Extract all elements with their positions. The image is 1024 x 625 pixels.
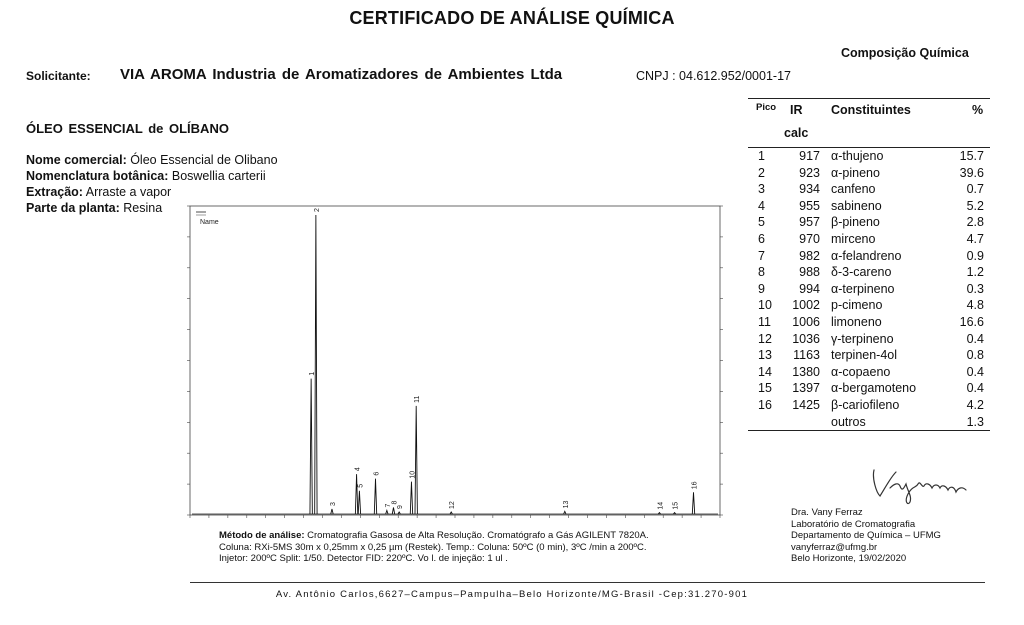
signatory-place-date: Belo Horizonte, 19/02/2020 [791,553,907,564]
cell-pico: 13 [758,348,772,363]
info-label: Parte da planta: [26,201,120,215]
method-text-1: Cromatografia Gasosa de Alta Resolução. Cromatógrafo a Gás AGILENT 7820A. [304,530,649,541]
peak-label: 11 [414,395,422,403]
cell-constituent: mirceno [831,231,876,246]
cell-constituent: β-pineno [831,215,880,230]
client-name: VIA AROMA Industria de Aromatizadores de Ambientes Ltda [120,66,563,83]
cell-ir: 917 [799,149,820,163]
peak-4 [355,474,357,514]
table-row [748,380,990,397]
signatory-block [791,507,941,565]
cell-pico: 12 [758,331,772,346]
cell-percent: 0.9 [966,248,984,263]
cell-constituent: outros [831,414,866,429]
cell-ir: 955 [799,198,820,213]
peak-6 [374,479,376,514]
table-row [748,264,990,281]
peak-label: 6 [373,471,381,476]
client-cnpj: CNPJ : 04.612.952/0001-17 [636,69,791,83]
peak-7 [386,510,388,514]
table-row [748,397,990,414]
cell-percent: 5.2 [966,198,984,213]
table-row [748,331,990,348]
cell-constituent: α-pineno [831,165,880,180]
footer-rule [190,582,985,583]
cell-ir: 1002 [792,298,820,313]
cell-pico: 7 [758,248,765,263]
table-row [748,364,990,381]
cell-percent: 0.8 [966,348,984,363]
cell-pico: 3 [758,182,765,197]
cell-ir: 988 [799,265,820,280]
method-block [219,530,649,565]
certificate-title: CERTIFICADO DE ANÁLISE QUÍMICA [349,8,675,28]
cell-ir: 1425 [792,397,820,412]
cell-ir: 1006 [792,314,820,329]
peak-13 [564,511,566,514]
method-line-2: Coluna: RXi-5MS 30m x 0,25mm x 0,25 µm (Restek). Temp.: Coluna: 50ºC (0 min), 3ºC /min a 200ºC. [219,541,647,553]
info-value: Boswellia carterii [168,169,266,183]
cell-pico: 9 [758,281,765,296]
table-row [748,214,990,231]
cell-ir: 982 [799,248,820,263]
cell-ir: 994 [799,281,820,296]
method-line-3: Injetor: 200ºC Split: 1/50. Detector FID: 220ºC. Vo l. de injeção: 1 ul . [219,553,508,564]
peak-label: 13 [562,500,570,509]
footer-address: Av. Antônio Carlos,6627–Campus–Pampulha–Belo Horizonte/MG-Brasil -Cep:31.270-901 [275,589,749,600]
cell-ir: 1380 [792,364,820,379]
chromatogram [170,200,730,525]
cell-percent: 4.2 [966,397,984,412]
client-label: Solicitante: [26,69,91,83]
cell-constituent: terpinen-4ol [831,348,898,363]
cell-constituent: δ-3-careno [831,265,892,280]
peak-label: 10 [409,470,417,479]
table-row [748,314,990,331]
header-constituents: Constituintes [831,103,911,117]
cell-percent: 0.4 [966,381,984,396]
table-row [748,231,990,248]
info-extraction [26,185,171,199]
cell-constituent: α-bergamoteno [831,381,917,396]
signatory-lab: Laboratório de Cromatografia [791,518,916,530]
table-row [748,248,990,265]
cell-percent: 4.8 [966,298,984,313]
cell-percent: 4.7 [966,231,984,246]
cell-pico: 2 [758,165,765,180]
peak-label: 7 [384,503,392,508]
cell-pico: 4 [758,198,765,213]
cell-constituent: β-cariofileno [831,397,900,412]
cell-ir: 957 [799,215,820,230]
info-commercial-name [26,153,278,167]
peak-16 [692,492,694,514]
composition-rows [748,148,990,430]
peak-label: 5 [357,483,365,488]
peak-label: 12 [449,501,457,509]
cell-constituent: α-copaeno [831,364,891,379]
table-row [748,165,990,182]
cell-ir: 1397 [792,381,820,396]
cell-pico: 5 [758,215,765,230]
peak-label: 8 [391,500,399,505]
cell-pico: 15 [758,381,772,396]
peak-1 [310,379,312,514]
peak-label: 16 [691,481,699,490]
cell-pico: 14 [758,364,772,379]
cell-percent: 1.2 [966,265,984,280]
cell-pico: 16 [758,397,772,412]
cell-ir: 923 [799,165,820,180]
signatory-email: vanyferraz@ufmg.br [791,541,878,553]
cell-pico: 10 [758,298,772,313]
info-value: Resina [119,201,163,215]
cell-constituent: limoneno [831,314,882,329]
table-row [748,198,990,215]
cell-ir: 970 [799,231,820,246]
cell-constituent: γ-terpineno [831,331,894,346]
cell-percent: 0.3 [966,281,984,296]
table-bottom-rule [748,430,990,431]
peak-11 [415,406,417,514]
cell-ir: 934 [799,182,820,197]
legend-name: Name [200,219,219,226]
info-label: Nome comercial: [26,153,127,167]
cell-percent: 1.3 [966,414,984,429]
method-label: Método de análise: [219,530,305,541]
info-botanical-name [26,169,266,183]
signatory-name: Dra. Vany Ferraz [791,507,863,518]
peak-label: 3 [329,502,337,506]
info-value: Arraste a vapor [82,185,172,199]
cell-constituent: α-terpineno [831,281,895,296]
peak-label: 9 [397,505,405,509]
cell-ir: 1163 [793,348,820,363]
cell-percent: 2.8 [966,215,984,230]
info-plant-part [26,201,162,215]
header-pico: Pico [756,102,777,113]
cell-percent: 0.4 [966,364,984,379]
table-row [748,281,990,298]
table-row [748,148,990,165]
peak-8 [392,507,394,514]
header-ir: IR [790,103,803,117]
peak-10 [410,482,412,514]
composition-table [748,98,990,431]
cell-percent: 39.6 [959,165,984,180]
cell-pico: 1 [758,149,765,163]
cell-percent: 0.4 [966,331,984,346]
cell-percent: 16.6 [959,314,984,329]
peak-3 [331,509,333,514]
cell-constituent: canfeno [831,182,876,197]
signatory-dept: Departamento de Química – UFMG [791,530,941,541]
peak-label: 1 [309,371,317,376]
cell-constituent: α-thujeno [831,149,884,163]
peak-label: 14 [657,501,665,510]
composition-table-header [748,98,990,148]
header-calc: calc [784,126,809,140]
product-title: ÓLEO ESSENCIAL de OLÍBANO [26,121,229,136]
header-percent: % [972,103,984,117]
table-row [748,181,990,198]
plot-frame [190,206,720,515]
cell-percent: 15.7 [959,149,984,163]
table-row [748,414,990,431]
peak-5 [358,491,360,514]
info-label: Extração: [26,185,83,199]
table-row [748,347,990,364]
cell-constituent: p-cimeno [831,298,883,313]
peak-label: 2 [313,208,321,213]
cell-pico: 11 [758,314,771,329]
info-label: Nomenclatura botânica: [26,169,169,183]
peak-2 [315,215,317,514]
cell-constituent: α-felandreno [831,248,902,263]
cell-percent: 0.7 [966,182,984,197]
cell-pico: 6 [758,231,765,246]
peak-label: 4 [354,467,362,472]
handwritten-signature [860,462,975,507]
cell-constituent: sabineno [831,198,882,213]
composition-heading: Composição Química [841,46,969,60]
peak-label: 15 [672,501,680,510]
method-line-1 [219,530,649,542]
cell-pico: 8 [758,265,765,280]
info-value: Óleo Essencial de Olibano [126,153,278,167]
table-row [748,297,990,314]
cell-ir: 1036 [792,331,820,346]
